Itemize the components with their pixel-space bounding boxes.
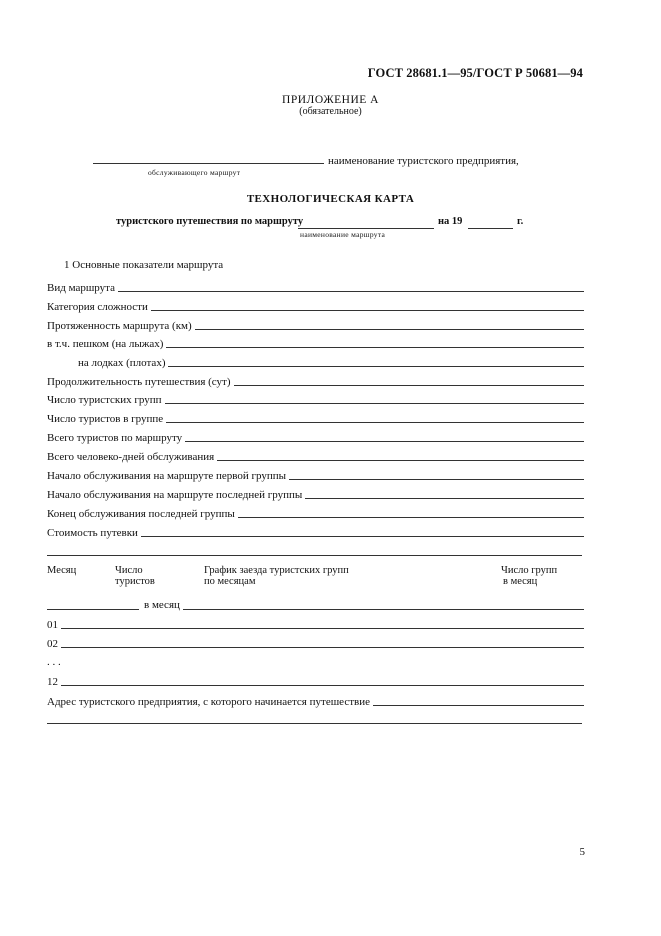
field-input[interactable]: [305, 498, 584, 499]
page-number: 5: [579, 846, 585, 858]
field-row: [47, 468, 584, 482]
field-input[interactable]: [166, 422, 584, 423]
enterprise-caption: наименование туристского предприятия,: [328, 155, 519, 167]
field-input[interactable]: [217, 460, 584, 461]
col-groups-header-2: в месяц: [503, 576, 538, 587]
field-label: Число туристов в группе: [47, 413, 164, 425]
table-row-field[interactable]: [61, 628, 584, 629]
field-row: [47, 280, 584, 294]
year-field[interactable]: [468, 228, 513, 229]
col-schedule-header-1: График заезда туристских групп: [204, 565, 349, 576]
address-label: Адрес туристского предприятия, с которого начинается путешествие: [47, 696, 370, 708]
document-subtitle: туристского путешествия по маршруту: [116, 216, 304, 227]
address-continuation-field[interactable]: [47, 723, 582, 724]
field-input[interactable]: [151, 310, 584, 311]
field-input[interactable]: [168, 366, 584, 367]
enterprise-under-caption: обслуживающего маршрут: [148, 168, 241, 177]
blank-line[interactable]: [47, 555, 582, 556]
month-name-field[interactable]: [47, 609, 139, 610]
field-label: Продолжительность путешествия (сут): [47, 376, 231, 388]
field-row: [47, 430, 584, 444]
per-month-label: в месяц: [144, 599, 180, 611]
field-row: [47, 299, 584, 313]
year-suffix: г.: [517, 216, 524, 227]
standard-header: ГОСТ 28681.1—95/ГОСТ Р 50681—94: [367, 66, 583, 80]
field-row: [47, 318, 584, 332]
document-title: ТЕХНОЛОГИЧЕСКАЯ КАРТА: [246, 193, 415, 205]
field-row: [47, 525, 584, 539]
route-caption: наименование маршрута: [300, 230, 386, 239]
field-label: в т.ч. пешком (на лыжах): [47, 338, 164, 350]
month-number: 12: [47, 676, 58, 688]
appendix-note: (обязательное): [299, 106, 362, 117]
field-input[interactable]: [185, 441, 584, 442]
field-label: Всего человеко-дней обслуживания: [47, 451, 215, 463]
address-row: [47, 694, 584, 708]
table-row: [47, 617, 584, 631]
field-input[interactable]: [141, 536, 584, 537]
field-row: [78, 355, 584, 369]
field-row: [47, 392, 584, 406]
field-row: [47, 336, 584, 350]
enterprise-name-field[interactable]: [93, 163, 324, 164]
col-schedule-header-2: по месяцам: [204, 576, 256, 587]
field-row: [47, 506, 584, 520]
field-row: [47, 411, 584, 425]
year-label: на 19: [438, 216, 463, 227]
col-month-header: Месяц: [47, 565, 77, 576]
field-label: Стоимость путевки: [47, 527, 138, 539]
field-label: Конец обслуживания последней группы: [47, 508, 235, 520]
month-number: 02: [47, 638, 58, 650]
field-label: Категория сложности: [47, 301, 148, 313]
col-tourists-header-2: туристов: [115, 576, 155, 587]
field-input[interactable]: [195, 329, 584, 330]
field-input[interactable]: [118, 291, 584, 292]
field-label: Начало обслуживания на маршруте последней группы: [47, 489, 303, 501]
address-field[interactable]: [373, 705, 584, 706]
field-row: [47, 374, 584, 388]
field-label: Начало обслуживания на маршруте первой группы: [47, 470, 287, 482]
field-label: Число туристских групп: [47, 394, 162, 406]
table-row: [47, 674, 584, 688]
field-label: Вид маршрута: [47, 282, 115, 294]
field-label: на лодках (плотах): [78, 357, 166, 369]
table-row-field[interactable]: [61, 685, 584, 686]
field-row: [47, 449, 584, 463]
per-month-field[interactable]: [183, 609, 584, 610]
field-input[interactable]: [289, 479, 584, 480]
field-label: Протяженность маршрута (км): [47, 320, 192, 332]
table-row-field[interactable]: [61, 647, 584, 648]
appendix-title: ПРИЛОЖЕНИЕ А: [282, 94, 379, 106]
table-row: [47, 636, 584, 650]
field-input[interactable]: [165, 403, 584, 404]
field-label: Всего туристов по маршруту: [47, 432, 183, 444]
col-groups-header-1: Число групп: [501, 565, 558, 576]
field-input[interactable]: [234, 385, 584, 386]
ellipsis-row: . . .: [47, 656, 61, 668]
route-name-field[interactable]: [298, 228, 434, 229]
month-number: 01: [47, 619, 58, 631]
col-tourists-header-1: Число: [115, 565, 143, 576]
section-title: 1 Основные показатели маршрута: [64, 259, 224, 271]
field-input[interactable]: [238, 517, 584, 518]
field-row: [47, 487, 584, 501]
field-input[interactable]: [166, 347, 584, 348]
